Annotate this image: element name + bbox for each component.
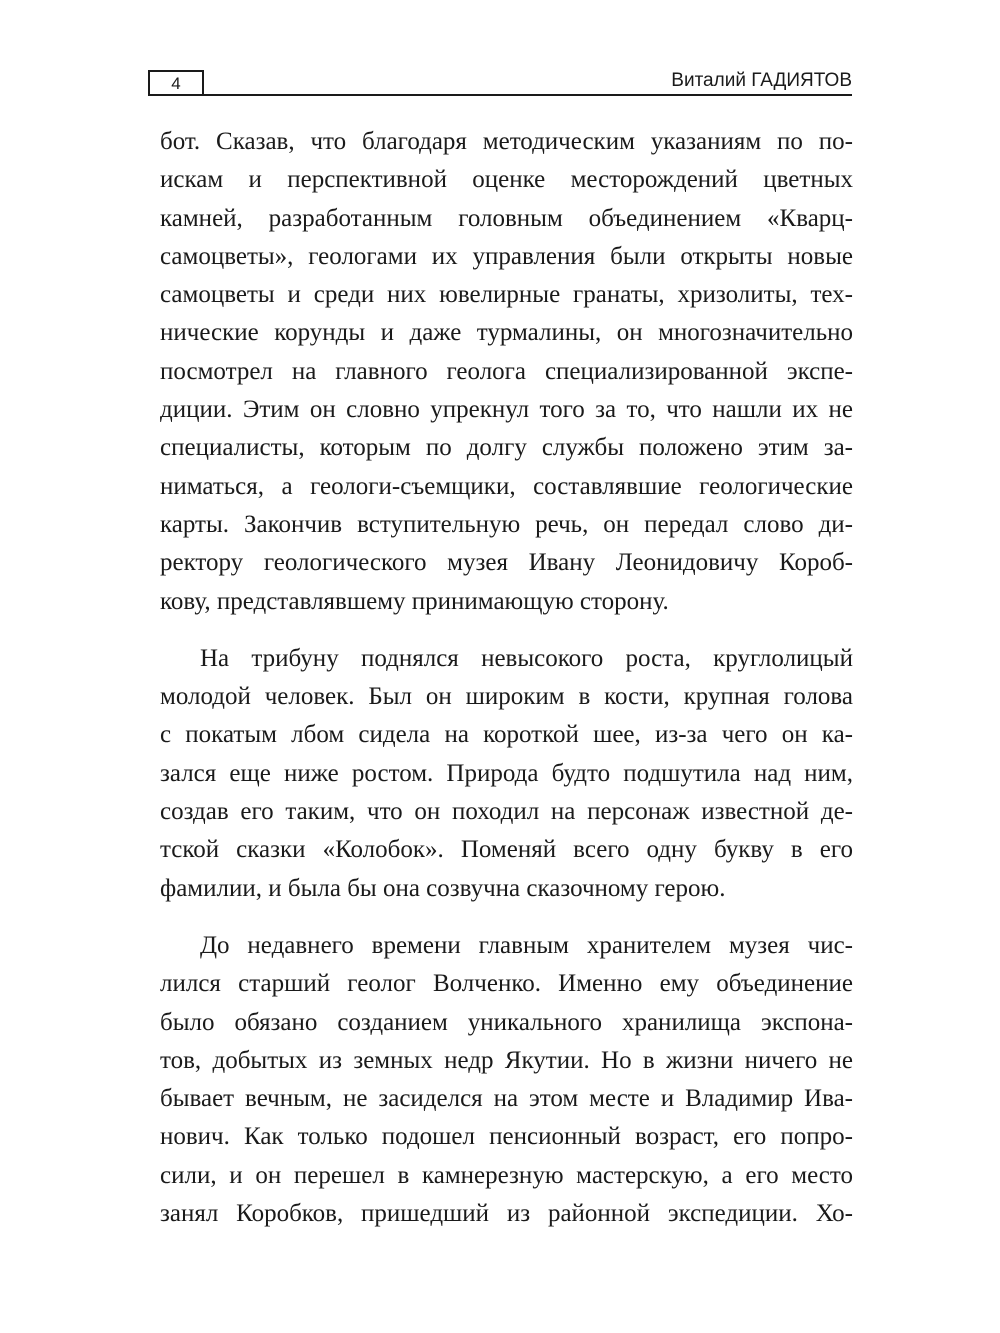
body-text — [160, 123, 853, 1233]
text-line: ниматься, а геологи-съемщики, составлявшие геологические — [160, 472, 853, 500]
running-head-author: Виталий ГАДИЯТОВ — [671, 70, 852, 91]
text-line: нович. Как только подошел пенсионный возраст, его попро- — [160, 1123, 853, 1151]
text-line: самоцветы», геологами их управления были открыты новые — [160, 242, 853, 270]
text-line: нические корунды и даже турмалины, он многозначительно — [160, 319, 853, 347]
text-line: бывает вечным, не засиделся на этом месте и Владимир Ива- — [160, 1085, 853, 1113]
text-line: зался еще ниже ростом. Природа будто подшутила над ним, — [160, 759, 853, 787]
text-line: ректору геологического музея Ивану Леонидовичу Короб- — [160, 549, 853, 577]
text-line: посмотрел на главного геолога специализированной экспе- — [160, 357, 853, 385]
paragraph — [160, 123, 853, 621]
text-line: диции. Этим он словно упрекнул того за то, что нашли их не — [160, 396, 853, 424]
paragraph — [160, 640, 853, 908]
text-line: искам и перспективной оценке месторождений цветных — [160, 166, 853, 194]
page-header — [148, 70, 852, 100]
text-line: молодой человек. Был он широким в кости, крупная голова — [160, 683, 853, 711]
text-line: До недавнего времени главным хранителем музея чис- — [200, 931, 853, 959]
text-line: создав его таким, что он походил на персонаж известной де- — [160, 798, 853, 826]
paragraph-gap — [160, 908, 853, 927]
text-line: тов, добытых из земных недр Якутии. Но в жизни ничего не — [160, 1046, 853, 1074]
text-line: лился старший геолог Волченко. Именно ему объединение — [160, 970, 853, 998]
page-number: 4 — [148, 70, 204, 96]
text-line: сили, и он перешел в камнерезную мастерскую, а его место — [160, 1161, 853, 1189]
text-line: карты. Закончив вступительную речь, он передал слово ди- — [160, 510, 853, 538]
text-line: самоцветы и среди них ювелирные гранаты, хризолиты, тех- — [160, 281, 853, 309]
text-line: занял Коробков, пришедший из районной экспедиции. Хо- — [160, 1200, 853, 1228]
text-line: было обязано созданием уникального хранилища экспона- — [160, 1008, 853, 1036]
paragraph-gap — [160, 621, 853, 640]
header-rule — [204, 94, 852, 96]
paragraph — [160, 927, 853, 1233]
text-line: фамилии, и была бы она созвучна сказочному герою. — [160, 874, 726, 902]
text-line: На трибуну поднялся невысокого роста, круглолицый — [200, 644, 853, 672]
text-line: тской сказки «Колобок». Поменяй всего одну букву в его — [160, 836, 853, 864]
text-line: бот. Сказав, что благодаря методическим указаниям по по- — [160, 128, 853, 155]
text-line: камней, разработанным головным объединением «Кварц- — [160, 204, 853, 232]
text-line: кову, представлявшему принимающую сторону. — [160, 587, 669, 615]
text-line: с покатым лбом сидела на короткой шее, из-за чего он ка- — [160, 721, 853, 749]
text-line: специалисты, которым по долгу службы положено этим за- — [160, 434, 853, 462]
